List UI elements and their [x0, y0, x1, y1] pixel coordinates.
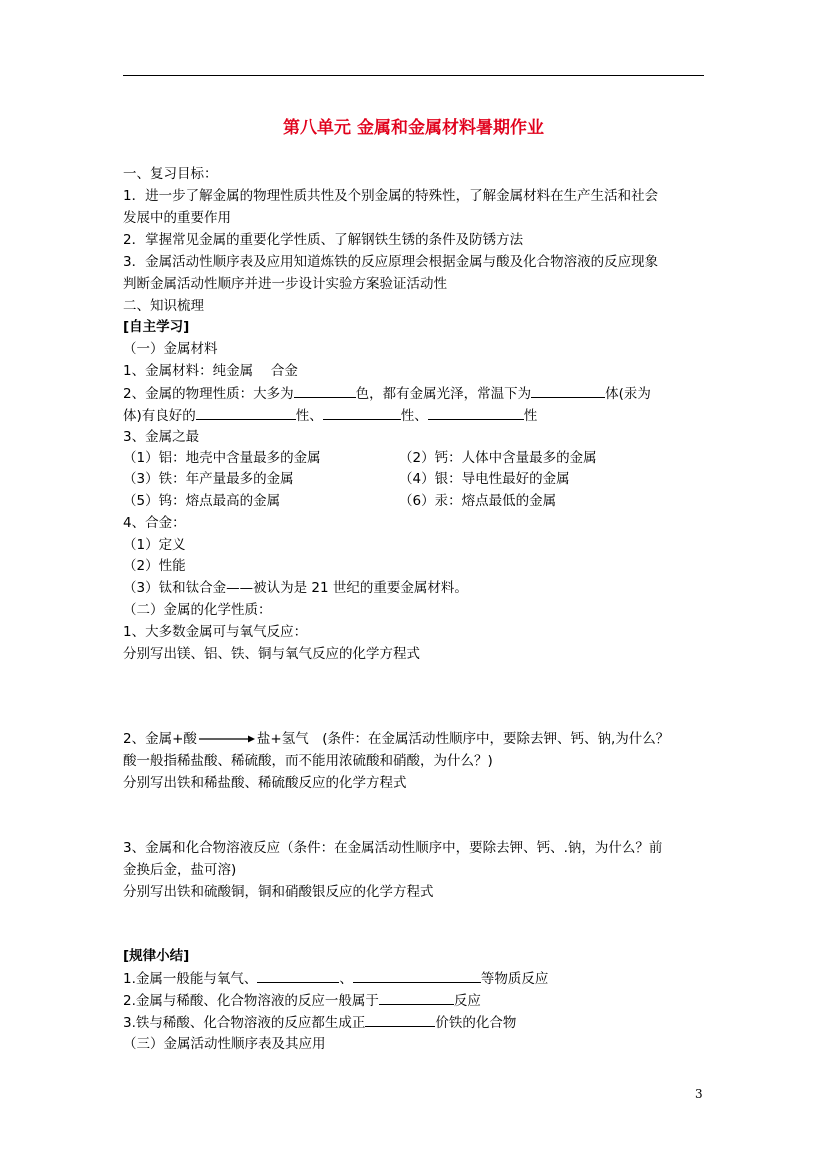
- blank-summary-1a[interactable]: [257, 969, 339, 983]
- physical-properties-text-c: 体(汞为: [605, 386, 651, 402]
- summary-3-text-b: 价铁的化合物: [435, 1015, 517, 1031]
- metal-acid-text: 2、金属+酸: [123, 731, 197, 747]
- objective-2: 2．掌握常见金属的重要化学性质、了解钢铁生锈的条件及防锈方法: [123, 232, 524, 248]
- summary-2-text-b: 反应: [453, 993, 481, 1009]
- physical-properties-text-b: 色，都有金属光泽，常温下为: [355, 386, 532, 402]
- chem-property-3b: 金换后金，盐可溶): [123, 862, 237, 878]
- blank-state[interactable]: [531, 384, 605, 398]
- summary-2: [123, 991, 481, 1010]
- summary-heading: [规律小结]: [123, 948, 190, 964]
- objectives-heading: 一、复习目标：: [123, 166, 218, 182]
- summary-1-text-a: 1.金属一般能与氧气、: [123, 971, 258, 987]
- metal-extremes-heading: 3、金属之最: [123, 429, 200, 445]
- section-2-heading: （二）金属的化学性质：: [123, 602, 272, 618]
- summary-1: [123, 969, 548, 988]
- extreme-1: （1）铝：地壳中含量最多的金属: [123, 450, 321, 466]
- section-3-heading: （三）金属活动性顺序表及其应用: [123, 1036, 326, 1052]
- chem-property-2: [123, 730, 669, 748]
- summary-3-text-a: 3.铁与稀酸、化合物溶液的反应都生成正: [123, 1015, 366, 1031]
- summary-1-text-b: 、: [339, 971, 353, 987]
- page-number: 3: [695, 1087, 703, 1101]
- physical-properties-text-a: 2、金属的物理性质：大多为: [123, 386, 294, 402]
- extreme-3: （3）铁：年产量最多的金属: [123, 471, 294, 487]
- blank-summary-1b[interactable]: [353, 969, 481, 983]
- alloy-titanium: （3）钛和钛合金——被认为是 21 世纪的重要金属材料。: [123, 580, 468, 596]
- objective-3a: 3．金属活动性顺序表及应用知道炼铁的反应原理会根据金属与酸及化合物溶液的反应现象: [123, 254, 659, 270]
- extreme-2: （2）钙：人体中含量最多的金属: [399, 450, 597, 466]
- alloy-definition: （1）定义: [123, 537, 186, 553]
- blank-property-2[interactable]: [323, 406, 401, 420]
- chem-property-2-task: 分别写出铁和稀盐酸、稀硫酸反应的化学方程式: [123, 775, 407, 791]
- blank-property-1[interactable]: [196, 406, 296, 420]
- blank-property-3[interactable]: [428, 406, 524, 420]
- summary-1-text-c: 等物质反应: [480, 971, 549, 987]
- properties-text-c: 性、: [400, 408, 428, 424]
- properties-text-d: 性: [523, 408, 538, 424]
- extreme-6: （6）汞：熔点最低的金属: [399, 493, 557, 509]
- section-1-heading: （一）金属材料: [123, 341, 218, 357]
- chem-property-1-task: 分别写出镁、铝、铁、铜与氧气反应的化学方程式: [123, 646, 420, 662]
- knowledge-heading: 二、知识梳理: [123, 298, 204, 314]
- objective-3b: 判断金属活动性顺序并进一步设计实验方案验证活动性: [123, 276, 447, 292]
- alloy-heading: 4、合金：: [123, 515, 186, 531]
- metal-materials-line: 1、金属材料：纯金属 合金: [123, 363, 298, 379]
- blank-summary-3[interactable]: [365, 1013, 435, 1027]
- chem-property-2-acid-note: 酸一般指稀盐酸、稀硫酸，而不能用浓硫酸和硝酸，为什么？): [123, 753, 493, 769]
- properties-text-b: 性、: [295, 408, 323, 424]
- page-title: 第八单元 金属和金属材料暑期作业: [283, 118, 544, 138]
- chem-property-1: 1、大多数金属可与氧气反应：: [123, 624, 308, 640]
- extreme-5: （5）钨：熔点最高的金属: [123, 493, 281, 509]
- physical-properties-line-2: [123, 406, 537, 425]
- summary-3: [123, 1013, 516, 1032]
- blank-color[interactable]: [294, 384, 356, 398]
- physical-properties-line: [123, 384, 651, 403]
- blank-summary-2[interactable]: [379, 991, 454, 1005]
- extreme-4: （4）银：导电性最好的金属: [399, 471, 570, 487]
- summary-2-text-a: 2.金属与稀酸、化合物溶液的反应一般属于: [123, 993, 379, 1009]
- salt-hydrogen-text: 盐+氢气 (条件：在金属活动性顺序中，要除去钾、钙、钠,为什么？: [256, 731, 670, 747]
- header-rule: [123, 75, 704, 76]
- objective-1b: 发展中的重要作用: [123, 210, 231, 226]
- reaction-arrow-icon: [199, 734, 255, 744]
- chem-property-3a: 3、金属和化合物溶液反应（条件：在金属活动性顺序中，要除去钾、钙、.钠，为什么？前: [123, 840, 663, 856]
- chem-property-3-task: 分别写出铁和硫酸铜，铜和硝酸银反应的化学方程式: [123, 884, 434, 900]
- self-study-heading: [自主学习]: [123, 319, 190, 335]
- alloy-properties: （2）性能: [123, 558, 186, 574]
- properties-text-a: 体)有良好的: [123, 408, 196, 424]
- objective-1a: 1．进一步了解金属的物理性质共性及个别金属的特殊性，了解金属材料在生产生活和社会: [123, 188, 659, 204]
